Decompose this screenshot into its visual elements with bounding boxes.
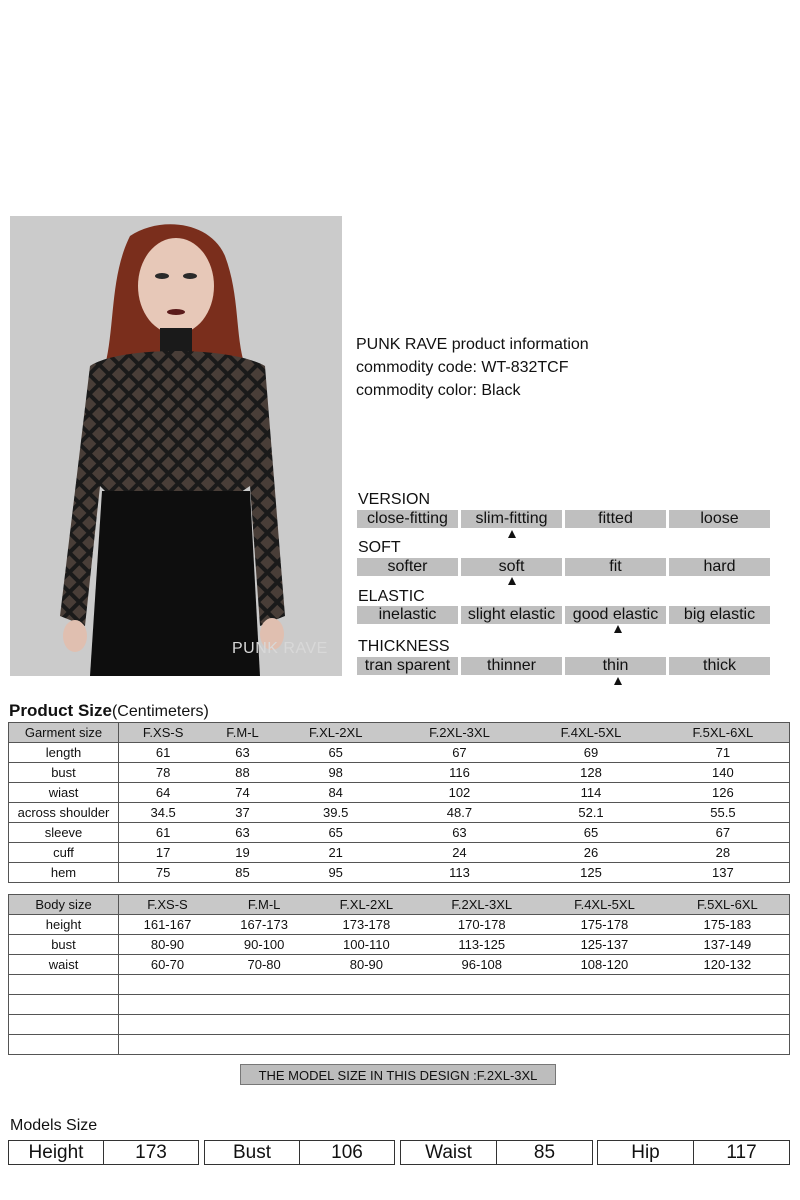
table-cell: 113 <box>394 863 526 883</box>
table-row-empty <box>9 1015 790 1035</box>
commodity-color: commodity color: Black <box>356 382 521 399</box>
table-cell: 98 <box>278 763 394 783</box>
table-row <box>9 915 790 935</box>
table-row <box>9 823 790 843</box>
attribute-option: big elastic <box>669 606 770 624</box>
table-cell: 39.5 <box>278 803 394 823</box>
table-cell: 67 <box>394 743 526 763</box>
table-cell: 167-173 <box>216 915 312 935</box>
table-cell: 120-132 <box>666 955 790 975</box>
product-size-title <box>9 701 209 721</box>
table-cell: 70-80 <box>216 955 312 975</box>
table-cell: 140 <box>657 763 790 783</box>
table-cell: 137-149 <box>666 935 790 955</box>
table-cell: sleeve <box>9 823 119 843</box>
attribute-option: thin <box>565 657 666 675</box>
table-cell: height <box>9 915 119 935</box>
commodity-code: commodity code: WT-832TCF <box>356 359 569 376</box>
table-header-cell: Body size <box>9 895 119 915</box>
table-row <box>9 935 790 955</box>
table-cell: across shoulder <box>9 803 119 823</box>
model-measure-value: 173 <box>135 1142 167 1163</box>
attribute-title: ELASTIC <box>358 588 425 605</box>
table-row <box>9 803 790 823</box>
table-header-cell: F.XS-S <box>119 723 208 743</box>
table-cell: 55.5 <box>657 803 790 823</box>
table-cell: 78 <box>119 763 208 783</box>
table-cell: bust <box>9 935 119 955</box>
table-cell: 63 <box>207 743 277 763</box>
model-measure-value: 117 <box>726 1142 757 1163</box>
table-header-cell: Garment size <box>9 723 119 743</box>
attribute-title: THICKNESS <box>358 638 450 655</box>
table-cell: 17 <box>119 843 208 863</box>
table-cell: length <box>9 743 119 763</box>
table-cell: 80-90 <box>119 935 216 955</box>
table-cell: waist <box>9 955 119 975</box>
table-cell: 69 <box>525 743 657 763</box>
attribute-option: thinner <box>461 657 562 675</box>
table-header-cell: F.5XL-6XL <box>657 723 790 743</box>
product-size-heading: Product Size <box>9 701 112 720</box>
table-cell: 65 <box>278 823 394 843</box>
attribute-option: fit <box>565 558 666 576</box>
model-measure-label: Waist <box>401 1141 497 1164</box>
table-cell: 125-137 <box>543 935 666 955</box>
table-cell: 37 <box>207 803 277 823</box>
table-header-cell: F.XL-2XL <box>312 895 420 915</box>
attribute-option: good elastic <box>565 606 666 624</box>
photo-watermark: PUNK RAVE <box>232 640 328 657</box>
table-cell: 28 <box>657 843 790 863</box>
table-header-cell: F.4XL-5XL <box>543 895 666 915</box>
table-cell: 161-167 <box>119 915 216 935</box>
table-row <box>9 783 790 803</box>
table-header-row <box>9 895 790 915</box>
table-cell: 34.5 <box>119 803 208 823</box>
model-measure-label: Height <box>9 1141 104 1164</box>
table-row <box>9 743 790 763</box>
table-cell: 52.1 <box>525 803 657 823</box>
attribute-option: tran sparent <box>357 657 458 675</box>
table-cell: 96-108 <box>420 955 543 975</box>
table-header-cell: F.2XL-3XL <box>394 723 526 743</box>
table-cell: hem <box>9 863 119 883</box>
table-cell: 108-120 <box>543 955 666 975</box>
table-header-cell: F.M-L <box>207 723 277 743</box>
attribute-option: inelastic <box>357 606 458 624</box>
body-size-table <box>8 894 790 1055</box>
table-row <box>9 843 790 863</box>
model-waist-box <box>400 1140 593 1165</box>
table-row <box>9 863 790 883</box>
model-size-note: THE MODEL SIZE IN THIS DESIGN :F.2XL-3XL <box>240 1064 556 1085</box>
model-height-box <box>8 1140 199 1165</box>
table-cell: 126 <box>657 783 790 803</box>
garment-size-table <box>8 722 790 883</box>
table-cell: 125 <box>525 863 657 883</box>
table-cell: 65 <box>278 743 394 763</box>
table-cell: 74 <box>207 783 277 803</box>
table-header-cell: F.XL-2XL <box>278 723 394 743</box>
table-cell: 114 <box>525 783 657 803</box>
table-cell: 113-125 <box>420 935 543 955</box>
table-cell: 84 <box>278 783 394 803</box>
table-cell: 64 <box>119 783 208 803</box>
table-cell: 85 <box>207 863 277 883</box>
table-row <box>9 763 790 783</box>
selected-marker-icon <box>614 677 622 685</box>
table-cell: 60-70 <box>119 955 216 975</box>
table-cell: 26 <box>525 843 657 863</box>
table-header-row <box>9 723 790 743</box>
table-cell: 95 <box>278 863 394 883</box>
product-size-unit: (Centimeters) <box>111 703 209 720</box>
selected-marker-icon <box>614 625 622 633</box>
table-cell: 63 <box>394 823 526 843</box>
model-bust-box <box>204 1140 395 1165</box>
attribute-title: VERSION <box>358 491 431 508</box>
selected-marker-icon <box>508 530 516 538</box>
attribute-option: thick <box>669 657 770 675</box>
table-row-empty <box>9 1035 790 1055</box>
table-cell: 80-90 <box>312 955 420 975</box>
selected-marker-icon <box>508 577 516 585</box>
table-row-empty <box>9 995 790 1015</box>
attribute-option: softer <box>357 558 458 576</box>
table-header-cell: F.M-L <box>216 895 312 915</box>
attribute-option: loose <box>669 510 770 528</box>
table-cell: 24 <box>394 843 526 863</box>
table-cell: 61 <box>119 823 208 843</box>
product-info <box>356 333 589 402</box>
product-info-title: PUNK RAVE product information <box>356 336 589 353</box>
model-hip-box <box>597 1140 790 1165</box>
attribute-option: slight elastic <box>461 606 562 624</box>
table-cell: bust <box>9 763 119 783</box>
attribute-title: SOFT <box>358 539 401 556</box>
table-cell: 63 <box>207 823 277 843</box>
table-cell: 88 <box>207 763 277 783</box>
attribute-option: slim-fitting <box>461 510 562 528</box>
table-cell: 61 <box>119 743 208 763</box>
model-measure-value: 85 <box>533 1142 556 1163</box>
table-cell: cuff <box>9 843 119 863</box>
table-header-cell: F.5XL-6XL <box>666 895 790 915</box>
table-cell: 75 <box>119 863 208 883</box>
table-cell: 137 <box>657 863 790 883</box>
table-cell: 67 <box>657 823 790 843</box>
attribute-option: fitted <box>565 510 666 528</box>
table-cell: 173-178 <box>312 915 420 935</box>
table-cell: wiast <box>9 783 119 803</box>
table-header-cell: F.4XL-5XL <box>525 723 657 743</box>
model-measure-value: 106 <box>331 1142 363 1163</box>
attribute-option: soft <box>461 558 562 576</box>
table-cell: 100-110 <box>312 935 420 955</box>
table-cell: 170-178 <box>420 915 543 935</box>
attribute-option: hard <box>669 558 770 576</box>
models-size-title: Models Size <box>10 1117 98 1134</box>
table-cell: 116 <box>394 763 526 783</box>
attribute-option: close-fitting <box>357 510 458 528</box>
table-cell: 128 <box>525 763 657 783</box>
table-header-cell: F.XS-S <box>119 895 216 915</box>
model-measure-label: Bust <box>205 1141 300 1164</box>
table-cell: 19 <box>207 843 277 863</box>
table-cell: 48.7 <box>394 803 526 823</box>
table-cell: 21 <box>278 843 394 863</box>
table-cell: 102 <box>394 783 526 803</box>
model-measure-label: Hip <box>598 1141 694 1164</box>
table-cell: 175-183 <box>666 915 790 935</box>
table-cell: 90-100 <box>216 935 312 955</box>
table-row-empty <box>9 975 790 995</box>
table-header-cell: F.2XL-3XL <box>420 895 543 915</box>
table-row <box>9 955 790 975</box>
table-cell: 65 <box>525 823 657 843</box>
product-photo <box>10 216 342 676</box>
table-cell: 175-178 <box>543 915 666 935</box>
table-cell: 71 <box>657 743 790 763</box>
